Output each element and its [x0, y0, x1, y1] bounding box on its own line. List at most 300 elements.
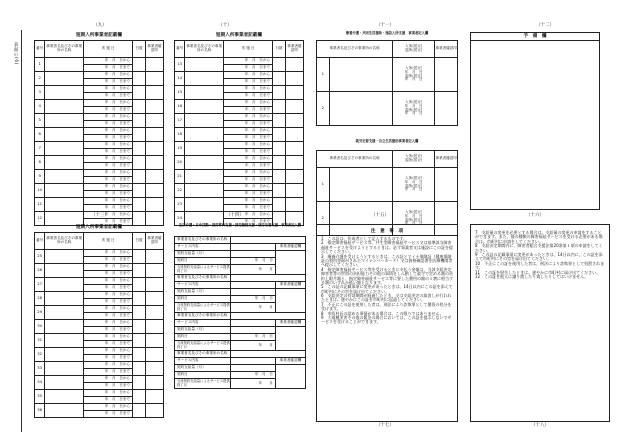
content-label: サービス内容 — [175, 358, 231, 365]
provider-cell — [45, 170, 84, 184]
date-to: 年 月 日まで — [84, 93, 133, 100]
content-label: サービス内容 — [175, 244, 231, 251]
table-row — [175, 184, 304, 191]
date-cell: 年 月 日 — [231, 334, 276, 341]
date-to: 年 月 日まで — [84, 135, 133, 142]
date-to: 年 月 日まで — [84, 313, 133, 320]
planning-table — [174, 236, 306, 389]
date-from: 年 月 日から — [224, 128, 273, 135]
provider-cell — [329, 58, 392, 92]
date-from: 年 月 日から — [224, 198, 273, 205]
date-from: 年 月 日から — [84, 320, 133, 327]
date-to: 年 月 日まで — [84, 397, 133, 404]
used-label: 当該契約支給量によるサービス提供終了月 — [175, 265, 231, 275]
note-item: 9 この証の記載事項に変更があったときは、14日以内に、この証を添えて市町村にその旨を届け出てください。 — [475, 251, 603, 262]
note-item: 7 支給量の変更を必要とする場合は、支給量の変更の申請をすることができます。また、他の種類の障害福祉サービスを受ける必要がある場合は、市町村に申請をしてください。 — [475, 230, 603, 244]
panel-title: 短期入所事業者記載欄 — [216, 33, 262, 38]
provider-label: 事業者名及びその事業所の名称 — [175, 351, 231, 358]
used-cell: 年 月 — [231, 379, 276, 389]
date-to: 年 月 日まで — [84, 191, 133, 198]
provider-cell — [185, 156, 224, 170]
used-cell: 年 月 — [231, 265, 276, 275]
days-cell — [273, 58, 286, 72]
days-cell — [133, 334, 146, 348]
date-from: 年 月 日から — [224, 184, 273, 191]
used-cell: 年 月 — [231, 303, 276, 313]
days-cell — [273, 198, 286, 212]
date-to: 年 月 日まで — [224, 219, 273, 226]
remarks-panel — [470, 32, 600, 210]
content-cell — [231, 244, 276, 251]
short-stay-table — [174, 40, 304, 226]
table-row — [35, 128, 164, 135]
days-cell — [133, 250, 146, 264]
conf-cell — [285, 170, 303, 184]
provider-cell — [185, 128, 224, 142]
provider-cell — [185, 86, 224, 100]
days-cell — [133, 376, 146, 390]
col-confirmation: 事業者確認印 — [435, 151, 458, 168]
days-cell — [273, 170, 286, 184]
short-stay-panel-13 — [34, 224, 164, 418]
amount-cell — [231, 365, 276, 372]
date-to: 年 月 日まで — [84, 121, 133, 128]
short-stay-panel-10 — [174, 32, 304, 226]
row-number: 24 — [175, 212, 185, 226]
row-number: 5 — [35, 114, 45, 128]
col-provider-name: 事業者名及びその事業所の名称 — [317, 151, 393, 168]
table-row — [175, 58, 304, 65]
date-label: 契約日 — [175, 296, 231, 303]
date-from: 年 月 日から — [224, 170, 273, 177]
note-item: 8 支給決定期間内に、障害者総合支援法第20条第１項の申請をしてください。 — [475, 243, 603, 253]
conf-cell — [145, 86, 163, 100]
provider-cell — [45, 128, 84, 142]
provider-cell — [45, 72, 84, 86]
date-to: 年 月 日まで — [84, 205, 133, 212]
date-to: 年 月 日まで — [224, 163, 273, 170]
provider-cell — [231, 237, 306, 244]
conf-cell — [435, 58, 458, 92]
section-17-label: （十七） — [376, 423, 394, 428]
conf-cell — [145, 404, 163, 418]
provider-cell — [185, 170, 224, 184]
row-number: 6 — [35, 128, 45, 142]
row-number: 33 — [35, 362, 45, 376]
table-row — [175, 289, 306, 296]
conf-label: 事業者確認欄 — [275, 244, 305, 251]
col-provider-name: 事業者名及びその事業所の名称 — [45, 233, 84, 250]
days-cell — [273, 72, 286, 86]
conf-cell — [145, 320, 163, 334]
conf-cell — [145, 390, 163, 404]
table-row — [35, 362, 164, 369]
col-confirmation: 事業者確認印 — [145, 41, 163, 58]
date-to: 年 月 日まで — [84, 383, 133, 390]
date-from: 年 月 日から — [224, 114, 273, 121]
note-item: 8 市町村長の認める事情がある場合は、この限りではありません。 — [321, 310, 444, 316]
date-to: 年 月 日まで — [84, 177, 133, 184]
table-row — [175, 142, 304, 149]
table-row — [35, 100, 164, 107]
section-11-label: （十一） — [376, 23, 394, 28]
date-from: 年 月 日から — [224, 142, 273, 149]
days-cell — [133, 278, 146, 292]
col-number: 番号 — [35, 41, 45, 58]
table-row — [175, 128, 304, 135]
side-label: 表面の(6) — [13, 42, 18, 65]
date-from: 年 月 日から — [224, 86, 273, 93]
table-row — [35, 72, 164, 79]
in-out-cell: 入所(居)日 年 月 日 退所(居)日 年 月 日 — [393, 202, 435, 236]
section-12-label: （十二） — [536, 23, 554, 28]
days-cell — [133, 306, 146, 320]
provider-label: 事業者名及びその事業所の名称 — [175, 275, 231, 282]
provider-cell — [185, 142, 224, 156]
notes-panel-right — [470, 224, 610, 422]
date-cell: 年 月 日 — [231, 296, 276, 303]
conf-cell — [285, 72, 303, 86]
conf-cell — [145, 198, 163, 212]
col-confirmation: 事業者確認印 — [435, 41, 458, 58]
table-row — [35, 184, 164, 191]
conf-cell — [275, 251, 305, 275]
date-from: 年 月 日から — [84, 404, 133, 411]
col-provider-name: 事業者名及びその事業所の名称 — [185, 41, 224, 58]
row-number: 2 — [317, 202, 330, 236]
date-label: 契約日 — [175, 372, 231, 379]
days-cell — [133, 114, 146, 128]
amount-label: 契約支給量（月） — [175, 251, 231, 258]
date-from: 年 月 日から — [84, 142, 133, 149]
date-to: 年 月 日まで — [84, 107, 133, 114]
row-number: 14 — [175, 72, 185, 86]
conf-label: 事業者確認欄 — [275, 358, 305, 365]
row-number: 23 — [175, 198, 185, 212]
conf-cell — [285, 128, 303, 142]
col-period: 実 施 日 — [84, 233, 133, 250]
row-number: 8 — [35, 156, 45, 170]
table-row — [175, 170, 304, 177]
days-cell — [273, 100, 286, 114]
date-cell: 年 月 日 — [231, 258, 276, 265]
table-row — [175, 275, 306, 282]
date-from: 年 月 日から — [224, 156, 273, 163]
date-to: 年 月 日まで — [84, 149, 133, 156]
section-9-label: （九） — [93, 23, 107, 28]
date-to: 年 月 日まで — [84, 257, 133, 264]
row-number: 17 — [175, 114, 185, 128]
used-label: 当該契約支給量によるサービス提供終了月 — [175, 303, 231, 313]
amount-label: 契約支給量（月） — [175, 365, 231, 372]
note-item: 7 不正にこの証を使用した者は、刑法により詐欺罪として懲役の処分を受けます。 — [321, 301, 452, 312]
row-number: 32 — [35, 348, 45, 362]
col-number: 番号 — [175, 41, 185, 58]
table-row — [35, 58, 164, 65]
amount-label: 契約支給量（月） — [175, 327, 231, 334]
table-row — [35, 170, 164, 177]
in-out-cell: 入所(居)日 年 月 日 退所(居)日 年 月 日 — [393, 92, 435, 126]
days-cell — [133, 320, 146, 334]
conf-cell — [285, 114, 303, 128]
short-stay-table — [34, 232, 164, 418]
date-to: 年 月 日まで — [84, 271, 133, 278]
table-row — [35, 198, 164, 205]
table-row — [35, 156, 164, 163]
row-number: 1 — [35, 58, 45, 72]
conf-cell — [145, 334, 163, 348]
table-row — [175, 114, 304, 121]
table-row — [175, 244, 306, 251]
days-cell — [133, 100, 146, 114]
date-from: 年 月 日から — [224, 72, 273, 79]
row-number: 28 — [35, 292, 45, 306]
date-label: 契約日 — [175, 258, 231, 265]
date-to: 年 月 日まで — [84, 299, 133, 306]
conf-cell — [145, 264, 163, 278]
col-provider-name: 事業者名及びその事業所の名称 — [45, 41, 84, 58]
row-number: 15 — [175, 86, 185, 100]
date-from: 年 月 日から — [84, 184, 133, 191]
date-from: 年 月 日から — [84, 58, 133, 65]
days-cell — [133, 292, 146, 306]
date-to: 年 月 日まで — [224, 205, 273, 212]
conf-cell — [145, 170, 163, 184]
conf-cell — [275, 365, 305, 389]
date-to: 年 月 日まで — [224, 107, 273, 114]
conf-cell — [285, 100, 303, 114]
provider-cell — [45, 142, 84, 156]
col-in-date: 入所(居)日 退所(居)日 — [393, 41, 435, 58]
content-label: サービス内容 — [175, 282, 231, 289]
conf-cell — [145, 142, 163, 156]
date-to: 年 月 日まで — [224, 191, 273, 198]
conf-cell — [145, 72, 163, 86]
date-label: 契約日 — [175, 334, 231, 341]
date-from: 年 月 日から — [84, 72, 133, 79]
table-row — [35, 404, 164, 411]
row-number: 25 — [35, 250, 45, 264]
provider-cell — [45, 86, 84, 100]
date-from: 年 月 日から — [84, 86, 133, 93]
table-row — [175, 365, 306, 372]
table-row — [35, 390, 164, 397]
col-confirmation: 事業者確認印 — [145, 233, 163, 250]
used-label: 当該契約支給量によるサービス提供終了月 — [175, 379, 231, 389]
row-number: 36 — [35, 404, 45, 418]
provider-cell — [45, 250, 84, 264]
date-from: 年 月 日から — [224, 212, 273, 219]
row-number: 12 — [35, 212, 45, 226]
days-cell — [273, 184, 286, 198]
days-cell — [133, 348, 146, 362]
provider-label: 事業者名及びその事業所の名称 — [175, 313, 231, 320]
amount-cell — [231, 327, 276, 334]
section-10-label: （十） — [218, 23, 232, 28]
table-row — [35, 306, 164, 313]
amount-cell — [231, 289, 276, 296]
days-cell — [133, 72, 146, 86]
notes-list-right — [475, 231, 605, 279]
content-cell — [231, 320, 276, 327]
days-cell — [133, 170, 146, 184]
table-row — [35, 320, 164, 327]
date-from: 年 月 日から — [224, 58, 273, 65]
provider-cell — [45, 404, 84, 418]
planning-title: 生活介護・日中活動・就労移行支援・就労継続支援・就労定着支援 事業者記入欄 — [179, 223, 301, 227]
date-from: 年 月 日から — [84, 390, 133, 397]
date-from: 年 月 日から — [84, 362, 133, 369]
community-table-1 — [316, 40, 458, 126]
conf-cell — [145, 306, 163, 320]
conf-cell — [285, 58, 303, 72]
date-from: 年 月 日から — [84, 128, 133, 135]
days-cell — [133, 86, 146, 100]
amount-label: 契約支給量（月） — [175, 289, 231, 296]
days-cell — [133, 58, 146, 72]
days-cell — [273, 114, 286, 128]
used-cell: 年 月 — [231, 341, 276, 351]
note-item: 11 この証を紛失したときは、速やかに市町村に届け出てください。 — [475, 269, 601, 275]
date-to: 年 月 日まで — [84, 341, 133, 348]
in-out-cell: 入所(居)日 年 月 日 退所(居)日 年 月 日 — [393, 168, 435, 202]
section-14-label: （十四） — [226, 213, 244, 218]
note-item: 2 指定障害福祉サービス等、共生型障害福祉サービス又は基準該当障害福祉サービスを受けようとするときは、必ず事業者又は施設にこの証を提示してください。 — [321, 240, 453, 255]
table-row — [175, 198, 304, 205]
row-number: 4 — [35, 100, 45, 114]
table-row — [175, 86, 304, 93]
provider-cell — [45, 390, 84, 404]
table-row — [175, 282, 306, 289]
date-from: 年 月 日から — [84, 100, 133, 107]
provider-cell — [45, 376, 84, 390]
col-period: 実 施 日 — [224, 41, 273, 58]
col-number: 番号 — [35, 233, 45, 250]
row-number: 26 — [35, 264, 45, 278]
table-row — [175, 358, 306, 365]
conf-label: 事業者確認欄 — [275, 320, 305, 327]
table-row — [175, 237, 306, 244]
conf-cell — [145, 348, 163, 362]
conf-cell — [285, 198, 303, 212]
conf-cell — [145, 184, 163, 198]
row-number: 30 — [35, 320, 45, 334]
note-item: 10 不正にこの証を使用した者は、刑法により詐欺罪として処罰されます。 — [475, 260, 605, 271]
date-from: 年 月 日から — [84, 156, 133, 163]
notes-list-left — [321, 237, 453, 325]
section-18-label: （十八） — [531, 423, 549, 428]
days-cell — [273, 142, 286, 156]
provider-cell — [185, 100, 224, 114]
table-row — [175, 351, 306, 358]
conf-cell — [145, 156, 163, 170]
table-row — [35, 114, 164, 121]
row-number: 9 — [35, 170, 45, 184]
days-cell — [133, 142, 146, 156]
row-number: 35 — [35, 390, 45, 404]
row-number: 31 — [35, 334, 45, 348]
date-to: 年 月 日まで — [224, 149, 273, 156]
col-in-date: 入所(居)日 退所(居)日 — [393, 151, 435, 168]
days-cell — [273, 156, 286, 170]
notes-title: 注 意 事 項 — [370, 229, 404, 234]
provider-cell — [185, 198, 224, 212]
date-from: 年 月 日から — [84, 198, 133, 205]
section-15-label: （十五） — [371, 213, 389, 218]
amount-cell — [231, 251, 276, 258]
days-cell — [133, 184, 146, 198]
days-cell — [133, 264, 146, 278]
row-number: 11 — [35, 198, 45, 212]
date-from: 年 月 日から — [84, 212, 133, 219]
community-title-2: 就労定着支援・自立生活援助事業者記入欄 — [355, 139, 419, 143]
date-to: 年 月 日まで — [224, 93, 273, 100]
date-from: 年 月 日から — [84, 306, 133, 313]
days-cell — [133, 156, 146, 170]
conf-cell — [145, 128, 163, 142]
row-number: 13 — [175, 58, 185, 72]
panel-title: 短期入所事業者記載欄 — [76, 225, 122, 230]
table-row — [35, 86, 164, 93]
note-item: 3 療養介護を受けようとするときは、この証とマイナ保険証（健康保険証の利用登録がされたマイナンバーカード）又は資格確認書を医療機関等へ提示してください。 — [321, 253, 453, 268]
conf-cell — [145, 114, 163, 128]
date-to: 年 月 日まで — [84, 79, 133, 86]
col-period: 実 施 日 — [84, 41, 133, 58]
col-days: 日数 — [133, 41, 146, 58]
conf-cell — [145, 250, 163, 264]
conf-label: 事業者確認欄 — [275, 282, 305, 289]
section-13-label: （十三） — [91, 213, 109, 218]
used-label: 当該契約支給量によるサービス提供終了月 — [175, 341, 231, 351]
conf-cell — [145, 58, 163, 72]
table-row — [35, 142, 164, 149]
date-from: 年 月 日から — [84, 170, 133, 177]
conf-cell — [145, 292, 163, 306]
in-out-cell: 入所(居)日 年 月 日 退所(居)日 年 月 日 — [393, 58, 435, 92]
row-number: 22 — [175, 184, 185, 198]
table-row — [35, 250, 164, 257]
table-row — [35, 278, 164, 285]
provider-cell — [45, 278, 84, 292]
note-item: 1 この証は、作成者として記入するものです。 — [321, 236, 408, 241]
provider-cell — [45, 184, 84, 198]
provider-cell — [231, 313, 306, 320]
content-cell — [231, 282, 276, 289]
conf-cell — [435, 92, 458, 126]
conf-cell — [285, 184, 303, 198]
days-cell — [133, 362, 146, 376]
date-to: 年 月 日まで — [224, 121, 273, 128]
provider-cell — [45, 100, 84, 114]
note-item: 9 大規模災害その他の緊急の場合においては、この証を提示しないでサービスを受けることができます。 — [321, 315, 452, 325]
provider-cell — [45, 114, 84, 128]
content-cell — [231, 358, 276, 365]
short-stay-panel-9 — [34, 32, 164, 226]
col-days: 日数 — [273, 41, 286, 58]
date-from: 年 月 日から — [84, 250, 133, 257]
date-to: 年 月 日まで — [224, 177, 273, 184]
provider-cell — [45, 306, 84, 320]
row-number: 7 — [35, 142, 45, 156]
row-number: 10 — [35, 184, 45, 198]
days-cell — [273, 128, 286, 142]
provider-cell — [45, 292, 84, 306]
table-row — [35, 292, 164, 299]
table-row — [35, 264, 164, 271]
conf-cell — [435, 168, 458, 202]
provider-cell — [45, 198, 84, 212]
note-item: 5 この証の記載事項に変更があったときは、14日以内にこの証を添えて市町村にその旨を届け出てください。 — [321, 284, 453, 294]
